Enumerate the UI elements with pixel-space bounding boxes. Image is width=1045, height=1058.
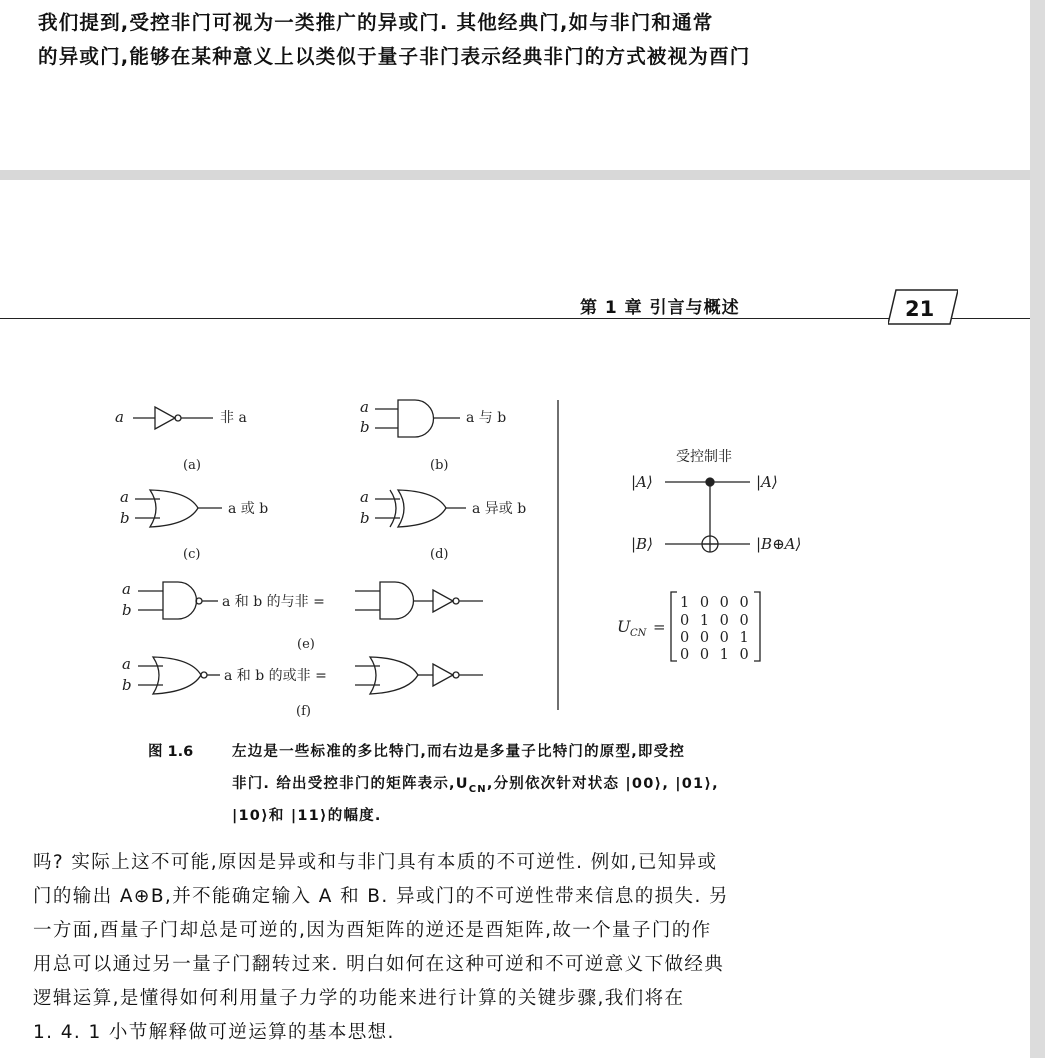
not-input-label: a (115, 408, 124, 426)
figure-caption-line-2 (232, 772, 719, 795)
matrix-subscript: CN (630, 628, 647, 639)
nor-input-b: b (122, 676, 132, 694)
top-paragraph-line-1: 我们提到,受控非门可视为一类推广的异或门. 其他经典门,如与非门和通常 (38, 11, 714, 34)
and-input-a: a (360, 398, 369, 416)
label-e: (e) (297, 637, 315, 652)
cnot-title: 受控制非 (676, 449, 732, 465)
or-input-a: a (120, 488, 129, 506)
page-number: 21 (905, 297, 935, 321)
body-line-4: 用总可以通过另一量子门翻转过来. 明白如何在这种可逆和不可逆意义下做经典 (33, 954, 725, 975)
caption-subscript: CN (468, 783, 487, 795)
header-rule (0, 318, 1030, 319)
body-line-6: 1. 4. 1 小节解释做可逆运算的基本思想. (33, 1022, 395, 1043)
matrix-row-3: 0 0 0 1 (680, 630, 752, 646)
xor-output-label: a 异或 b (472, 501, 527, 517)
chapter-title: 第 1 章 引言与概述 (580, 298, 740, 318)
matrix-row-2: 0 1 0 0 (680, 613, 752, 629)
figure-caption-number: 图 1.6 (148, 744, 194, 760)
body-line-5: 逻辑运算,是懂得如何利用量子力学的功能来进行计算的关键步骤,我们将在 (33, 988, 685, 1009)
xor-gate (375, 490, 466, 527)
xor-input-a: a (360, 488, 369, 506)
and-output-label: a 与 b (466, 410, 507, 426)
cnot-output-b: |B⊕A⟩ (756, 535, 802, 553)
body-line-1: 吗? 实际上这不可能,原因是异或和与非门具有本质的不可逆性. 例如,已知异或 (33, 852, 718, 873)
cnot-input-b: |B⟩ (631, 535, 653, 553)
nand-equivalent (355, 582, 483, 619)
not-gate (133, 407, 213, 429)
matrix-label: U (617, 617, 631, 636)
caption-text-b: ,分别依次针对状态 |00⟩, |01⟩, (486, 776, 719, 792)
top-paragraph-line-2: 的异或门,能够在某种意义上以类似于量子非门表示经典非门的方式被视为酉门 (38, 45, 751, 68)
body-line-3: 一方面,酉量子门却总是可逆的,因为酉矩阵的逆还是酉矩阵,故一个量子门的作 (33, 920, 712, 941)
or-gate (135, 490, 222, 527)
or-input-b: b (120, 509, 130, 527)
figure-caption-line-3: |10⟩和 |11⟩的幅度. (232, 808, 382, 824)
matrix-row-1: 1 0 0 0 (680, 595, 752, 611)
nor-equivalent (355, 657, 483, 694)
nand-input-a: a (122, 580, 131, 598)
body-line-2: 门的输出 A⊕B,并不能确定输入 A 和 B. 异或门的不可逆性带来信息的损失. 另 (33, 886, 729, 907)
page-edge-shadow (1030, 0, 1045, 1058)
label-d: (d) (430, 547, 449, 562)
nand-gate (138, 582, 218, 619)
cnot-input-a: |A⟩ (631, 473, 653, 491)
figure-caption-line-1: 左边是一些标准的多比特门,而右边是多量子比特门的原型,即受控 (232, 744, 686, 760)
label-b: (b) (430, 458, 449, 473)
nand-output-label: a 和 b 的与非 = (222, 594, 325, 610)
not-output-label: 非 a (220, 410, 247, 426)
label-c: (c) (183, 547, 201, 562)
cnot-output-a: |A⟩ (756, 473, 778, 491)
nand-input-b: b (122, 601, 132, 619)
nor-input-a: a (122, 655, 131, 673)
nor-output-label: a 和 b 的或非 = (224, 668, 327, 684)
previous-page-fragment (0, 0, 1030, 170)
cnot-circuit (665, 482, 750, 552)
and-gate (375, 400, 460, 437)
label-f: (f) (296, 704, 311, 719)
or-output-label: a 或 b (228, 501, 269, 517)
matrix-equals: = (653, 618, 666, 636)
figure-1-6 (0, 380, 1030, 720)
xor-input-b: b (360, 509, 370, 527)
nor-gate (138, 657, 220, 694)
control-dot (706, 478, 714, 486)
caption-text-a: 非门. 给出受控非门的矩阵表示,U (232, 776, 469, 792)
page-gap (0, 170, 1030, 180)
and-input-b: b (360, 418, 370, 436)
matrix-row-4: 0 0 1 0 (680, 647, 752, 663)
label-a: (a) (183, 458, 201, 473)
